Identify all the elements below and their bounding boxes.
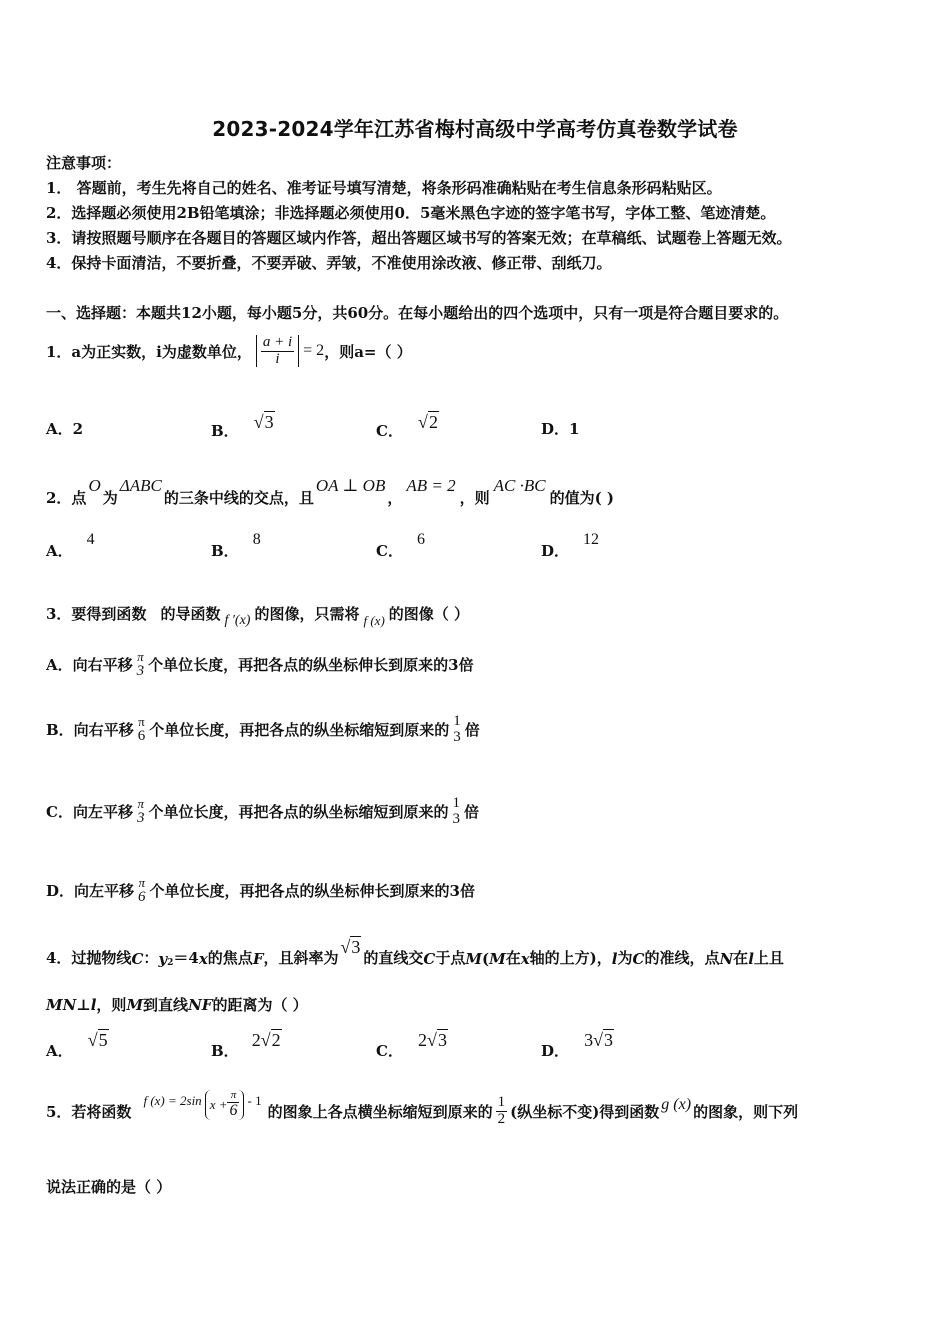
q1-option-a[interactable]: A．2 <box>46 420 84 438</box>
q2-option-d[interactable]: D．12 <box>541 531 600 560</box>
question-4-line-2: MN⊥l，则M到直线NF的距离为（ ） <box>46 996 308 1014</box>
q3-option-b[interactable]: B．向右平移 π 6 个单位长度，再把各点的纵坐标缩短到原来的 1 3 倍 <box>46 713 480 745</box>
q1-abs-value <box>256 335 299 368</box>
sqrt-symbol: √2 <box>418 412 438 432</box>
q4-option-c[interactable]: C． 2√3 <box>376 1030 447 1060</box>
question-5-line-1: 5．若将函数 f (x) = 2sin x + $\frac{\pi}{6}$ - 1 的图象上各点横坐标缩短到原来的 $\frac{1}{2}$ (纵坐标不变)得到函数 g (x) 的图象，则下列 <box>46 1089 799 1127</box>
q1-option-c[interactable]: C． √2 <box>376 412 438 440</box>
q5-paren-group: x + $\frac{\pi}{6}$ <box>205 1090 245 1119</box>
question-3: 3．要得到函数 的导函数 f ′(x) 的图像，只需将 f (x) 的图像（ ） <box>46 604 470 628</box>
q2-option-c[interactable]: C．6 <box>376 531 425 560</box>
sqrt-symbol: √3 <box>340 937 361 957</box>
q1-stem: 1．a为正实数，i为虚数单位， <box>46 342 252 361</box>
q3-option-a[interactable]: A．向右平移 π 3 个单位长度，再把各点的纵坐标伸长到原来的3倍 <box>46 649 474 679</box>
question-4-line-1: 4．过抛物线 C ： y $_2$ ＝4 x 的焦点 F ，且斜率为 √3 的直线交 C 于点 M ( M 在 x 轴的上方)， l 为 C 的准线，点 N 在 l 上且 <box>46 937 784 968</box>
q1-equation: = 2 <box>303 342 325 359</box>
q4-option-b[interactable]: B． 2√2 <box>211 1030 281 1060</box>
q1-frac-num: a + i <box>262 333 293 350</box>
q3-option-c[interactable]: C．向左平移 π 3 个单位长度，再把各点的纵坐标缩短到原来的 1 3 倍 <box>46 795 479 827</box>
q1-option-b[interactable]: B． √3 <box>211 412 274 440</box>
sqrt-symbol: 3√3 <box>584 1030 613 1050</box>
question-2: 2．点 O 为 ΔABC 的三条中线的交点，且 OA ⊥ OB ， AB = 2 ，则 AC ·BC 的值为( ) <box>46 476 615 507</box>
q2-option-a[interactable]: A．4 <box>46 531 95 560</box>
q4-option-d[interactable]: D． 3√3 <box>541 1030 613 1060</box>
notice-item-3: 3．请按照题号顺序在各题目的答题区域内作答，超出答题区域书写的答案无效；在草稿纸、试题卷上答题无效。 <box>46 229 792 247</box>
notice-item-2: 2．选择题必须使用2B铅笔填涂；非选择题必须使用0．5毫米黑色字迹的签字笔书写，字体工整、笔迹清楚。 <box>46 204 776 222</box>
section-heading: 一、选择题：本题共12小题，每小题5分，共60分。在每小题给出的四个选项中，只有一项是符合题目要求的。 <box>46 304 789 322</box>
q1-frac-den: i <box>275 350 280 367</box>
notice-item-1: 1． 答题前，考生先将自己的姓名、准考证号填写清楚，将条形码准确粘贴在考生信息条形码粘贴区。 <box>46 179 722 197</box>
sqrt-symbol: 2√3 <box>418 1030 447 1050</box>
q3-option-d[interactable]: D．向左平移 π 6 个单位长度，再把各点的纵坐标伸长到原来的3倍 <box>46 875 475 905</box>
sqrt-symbol: 2√2 <box>251 1030 281 1050</box>
question-5-line-2: 说法正确的是（ ） <box>46 1178 172 1196</box>
page-title: 2023-2024学年江苏省梅村高级中学高考仿真卷数学试卷 <box>212 117 738 141</box>
sqrt-symbol: √3 <box>253 412 274 432</box>
q1-tail: ，则a=（ ） <box>324 342 412 361</box>
notice-heading: 注意事项： <box>46 154 122 172</box>
notice-item-4: 4．保持卡面清洁，不要折叠，不要弄破、弄皱，不准使用涂改液、修正带、刮纸刀。 <box>46 254 612 272</box>
question-1 <box>46 328 412 374</box>
q4-option-a[interactable]: A． √5 <box>46 1030 108 1060</box>
q2-option-b[interactable]: B．8 <box>211 531 261 560</box>
sqrt-symbol: √5 <box>87 1030 108 1050</box>
q1-option-d[interactable]: D．1 <box>541 420 580 438</box>
